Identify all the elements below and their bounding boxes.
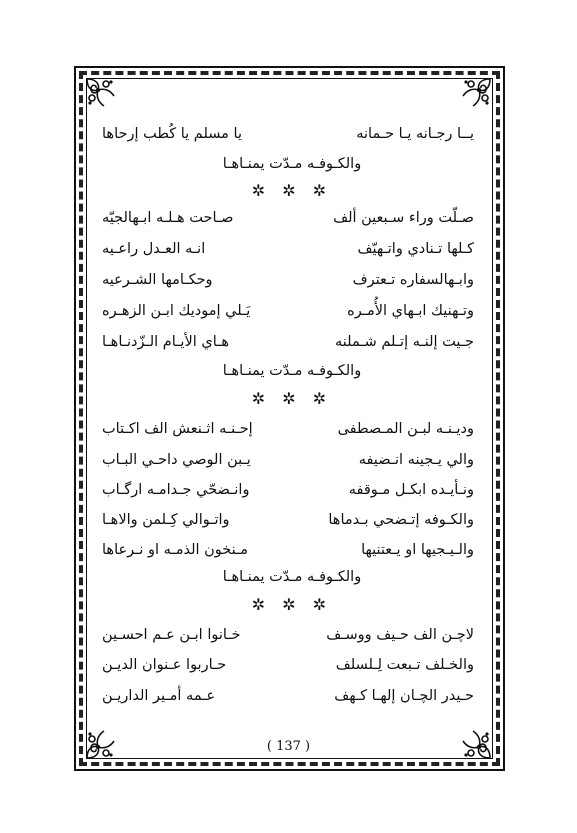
verse-line xyxy=(96,688,488,712)
verse-right-hemistich: وديـنـه لبـن المـصطفى xyxy=(337,421,474,437)
verse-right-hemistich: والكـوفه إتـضحي بـدماها xyxy=(328,512,474,528)
verse-left-hemistich: وحكـامها الشـرعيه xyxy=(102,272,213,288)
verse-left-hemistich: هـاي الأيـام الـزّدنـاهـا xyxy=(102,334,230,350)
verse-left-hemistich: إحـنـه اثـنعش الف اكـتاب xyxy=(102,421,253,437)
verse-left-hemistich: يا مسلم يا كُطب إرحاها xyxy=(102,126,243,142)
verse-left-hemistich: انـه العـدل راعـيه xyxy=(102,241,206,257)
verse-line xyxy=(96,627,488,651)
verse-right-hemistich: كـلها تـنادي واتـهيّف xyxy=(357,241,474,257)
verse-left-hemistich: واتـوالي كِـلمن والاهـا xyxy=(102,512,230,528)
page-number: ( 137 ) xyxy=(266,739,311,754)
verse-right-hemistich: صـلّت وراء سـبعين ألف xyxy=(333,210,474,226)
verse-line xyxy=(96,452,488,476)
verse-left-hemistich: عـمه أمـير الداريـن xyxy=(102,688,216,704)
corner-ornament-icon xyxy=(459,76,493,110)
verse-right-hemistich: والخـلف تـبعت لِـلسلف xyxy=(335,657,474,673)
verse-right-hemistich: والـيـجيها او يـعتنيها xyxy=(361,542,474,558)
refrain-line: والكـوفـه مـدّت يمنـاهـا xyxy=(222,156,362,172)
verse-right-hemistich: والي يـجينه انـضيفه xyxy=(358,452,474,468)
verse-right-hemistich: لاچـن الف حـيف ووسـف xyxy=(326,627,474,643)
verse-line xyxy=(96,241,488,265)
verse-line xyxy=(96,334,488,358)
verse-line xyxy=(96,210,488,234)
verse-left-hemistich: خـانوا ابـن عـم احسـين xyxy=(102,627,241,643)
verse-line xyxy=(96,512,488,536)
verse-line xyxy=(96,482,488,506)
verse-line xyxy=(96,421,488,445)
star-divider: ✲ ✲ ✲ xyxy=(251,389,333,408)
verse-right-hemistich: ونـأيـده ابكـل مـوقفه xyxy=(348,482,474,498)
verse-line xyxy=(96,542,488,566)
refrain-line: والكـوفـه مـدّت يمنـاهـا xyxy=(222,363,362,379)
verse-right-hemistich: وتـهنيك ابـهاي الأُمـره xyxy=(347,303,474,319)
verse-left-hemistich: يـبن الوصي داحـي البـاب xyxy=(102,452,251,468)
verse-line xyxy=(96,126,488,150)
verse-line xyxy=(96,272,488,296)
star-divider: ✲ ✲ ✲ xyxy=(251,181,333,200)
verse-right-hemistich: جـيت إلنـه إتـلم شـملنه xyxy=(335,334,474,350)
refrain-line: والكـوفـه مـدّت يمنـاهـا xyxy=(222,569,362,585)
verse-right-hemistich: حـيدر الچـان إلهـا كـهف xyxy=(334,688,474,704)
corner-ornament-icon xyxy=(84,76,118,110)
verse-left-hemistich: صـاحت هـلـه ابـهالجيّه xyxy=(102,210,234,226)
verse-right-hemistich: وابـهالسفاره تـعترف xyxy=(352,272,474,288)
verse-line xyxy=(96,657,488,681)
verse-left-hemistich: يَـلي إموديك ابـن الزهـره xyxy=(102,303,251,319)
verse-left-hemistich: مـنخون الذمـه او نـرعاها xyxy=(102,542,249,558)
star-divider: ✲ ✲ ✲ xyxy=(251,595,333,614)
verse-line xyxy=(96,303,488,327)
verse-left-hemistich: وانـضحّي جـدامـه ارگـاب xyxy=(102,482,250,498)
verse-right-hemistich: يــا رجـانه يـا حـمانه xyxy=(356,126,474,142)
verse-left-hemistich: حـاربوا عـنوان الديـن xyxy=(102,657,227,673)
